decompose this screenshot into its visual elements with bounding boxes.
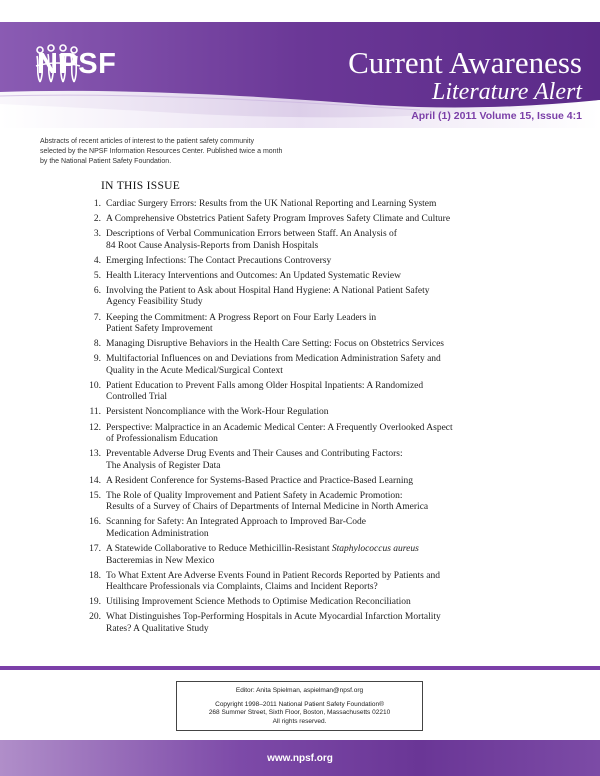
- intro-line: selected by the NPSF Information Resources Center. Published twice a month: [40, 148, 283, 155]
- toc-item-title: Scanning for Safety: An Integrated Approach to Improved Bar-Code: [106, 517, 366, 528]
- toc-item-number: 9.: [93, 354, 101, 365]
- toc-item-title-cont: Agency Feasibility Study: [106, 297, 203, 308]
- toc-item-number: 15.: [89, 490, 101, 501]
- toc-item[interactable]: [80, 354, 580, 377]
- toc-item[interactable]: [80, 423, 580, 446]
- toc-item-title: What Distinguishes Top-Performing Hospitals in Acute Myocardial Infarction Mortality: [106, 612, 441, 623]
- toc-item-title: Managing Disruptive Behaviors in the Health Care Setting: Focus on Obstetrics Services: [106, 339, 444, 350]
- address-line: 268 Summer Street, Sixth Floor, Boston, Massachusetts 02210: [208, 709, 391, 716]
- toc-item-title-cont: of Professionalism Education: [106, 434, 218, 445]
- toc-item-title-cont: Quality in the Acute Medical/Surgical Context: [106, 365, 283, 376]
- people-logo-icon: [34, 44, 82, 84]
- toc-item[interactable]: [80, 313, 580, 336]
- toc-item[interactable]: [80, 407, 580, 419]
- toc-item-title: Utilising Improvement Science Methods to Optimise Medication Reconciliation: [106, 597, 411, 608]
- toc-item-number: 8.: [93, 339, 101, 350]
- toc-item-title: Multifactorial Influences on and Deviations from Medication Administration Safety and: [106, 354, 441, 365]
- toc-item-number: 13.: [89, 449, 101, 460]
- intro-text: [40, 137, 380, 167]
- toc-item[interactable]: [80, 597, 580, 609]
- toc-item-number: 5.: [93, 270, 101, 281]
- toc-item[interactable]: [80, 199, 580, 211]
- toc-item-number: 3.: [93, 229, 101, 240]
- toc-item-title: Involving the Patient to Ask about Hospital Hand Hygiene: A National Patient Safety: [106, 285, 430, 296]
- toc-item-number: 1.: [93, 199, 101, 209]
- toc-item-title-cont: Controlled Trial: [106, 392, 167, 403]
- toc-item-number: 12.: [89, 422, 101, 433]
- masthead: [0, 0, 600, 128]
- toc-item-number: 4.: [93, 255, 101, 266]
- toc-item[interactable]: [80, 286, 580, 309]
- toc-item[interactable]: [80, 491, 580, 514]
- toc-item-number: 6.: [93, 285, 101, 296]
- toc-item[interactable]: [80, 229, 580, 252]
- toc-item[interactable]: [80, 571, 580, 594]
- toc-item-title: Preventable Adverse Drug Events and Their Causes and Contributing Factors:: [106, 449, 403, 460]
- toc-item[interactable]: [80, 476, 580, 488]
- toc-item-title-cont: Healthcare Professionals via Complaints, Claims and Incident Reports?: [106, 582, 378, 593]
- toc-item-title: Keeping the Commitment: A Progress Report on Four Early Leaders in: [106, 312, 377, 323]
- toc-item-title-cont: Results of a Survey of Chairs of Departments of Internal Medicine in North America: [106, 502, 429, 513]
- toc-item[interactable]: [80, 449, 580, 472]
- intro-line: by the National Patient Safety Foundation.: [40, 158, 172, 165]
- toc-item[interactable]: [80, 544, 580, 567]
- toc-item-number: 14.: [89, 475, 101, 486]
- toc-item[interactable]: [80, 214, 580, 226]
- toc-item-number: 10.: [89, 380, 101, 391]
- publication-subtitle: Literature Alert: [432, 79, 582, 105]
- toc-item[interactable]: [80, 517, 580, 540]
- toc-item-title-cont: 84 Root Cause Analysis-Reports from Danish Hospitals: [106, 240, 319, 251]
- toc-item-title: Patient Education to Prevent Falls among Older Hospital Inpatients: A Randomized: [106, 380, 424, 391]
- toc-item-number: 16.: [89, 517, 101, 528]
- toc-item[interactable]: [80, 339, 580, 351]
- toc-item-title: Perspective: Malpractice in an Academic Medical Center: A Frequently Overlooked Aspect: [106, 422, 453, 433]
- toc-item-number: 20.: [89, 612, 101, 623]
- toc-item-title: To What Extent Are Adverse Events Found in Patient Records Reported by Patients and: [106, 570, 440, 581]
- npsf-logo[interactable]: [34, 44, 116, 84]
- issue-info: April (1) 2011 Volume 15, Issue 4:1: [411, 110, 582, 122]
- toc-item[interactable]: [80, 381, 580, 404]
- toc-item-title-cont: The Analysis of Register Data: [106, 460, 221, 471]
- toc-item-title: Persistent Noncompliance with the Work-Hour Regulation: [106, 407, 329, 418]
- toc-item-number: 17.: [89, 544, 101, 554]
- website-link[interactable]: www.npsf.org: [267, 753, 333, 764]
- toc-item-title: The Role of Quality Improvement and Patient Safety in Academic Promotion:: [106, 490, 403, 501]
- toc-item-title: Cardiac Surgery Errors: Results from the UK National Reporting and Learning System: [106, 199, 437, 209]
- table-of-contents: [80, 199, 580, 639]
- toc-item-number: 2.: [93, 214, 101, 225]
- rights-line: All rights reserved.: [272, 717, 327, 725]
- toc-item-title-italic: Staphylococcus aureus: [331, 544, 419, 554]
- toc-item-number: 11.: [89, 407, 101, 418]
- toc-item-title: Emerging Infections: The Contact Precautions Controversy: [106, 255, 332, 266]
- editor-line: Editor: Anita Spielman, aspielman@npsf.org: [235, 687, 364, 694]
- toc-item-number: 18.: [89, 570, 101, 581]
- copyright-line: Copyright 1998–2011 National Patient Safety Foundation®: [215, 700, 384, 708]
- toc-item-title: A Resident Conference for Systems-Based Practice and Practice-Based Learning: [106, 475, 414, 486]
- footer-divider: [0, 666, 600, 670]
- toc-item-number: 7.: [93, 312, 101, 323]
- toc-item-title: A Comprehensive Obstetrics Patient Safety Program Improves Safety Climate and Culture: [106, 214, 451, 225]
- toc-item-title-cont: Rates? A Qualitative Study: [106, 623, 209, 634]
- toc-item[interactable]: [80, 256, 580, 268]
- toc-item-title-cont: Medication Administration: [106, 528, 209, 539]
- logo-text: NPSF: [37, 47, 117, 80]
- publication-title: Current Awareness: [348, 45, 582, 80]
- toc-heading: IN THIS ISSUE: [101, 180, 181, 192]
- toc-item-title: A Statewide Collaborative to Reduce Methicillin-Resistant: [106, 544, 332, 554]
- toc-item[interactable]: [80, 612, 580, 635]
- intro-line: Abstracts of recent articles of interest to the patient safety community: [40, 138, 254, 145]
- toc-item-title: Health Literacy Interventions and Outcomes: An Updated Systematic Review: [106, 270, 401, 281]
- toc-item-number: 19.: [89, 597, 101, 608]
- colophon-box: [176, 681, 423, 731]
- toc-item-title: Descriptions of Verbal Communication Errors between Staff. An Analysis of: [106, 229, 397, 240]
- toc-item[interactable]: [80, 271, 580, 283]
- toc-item-title-cont: Bacteremias in New Mexico: [106, 555, 215, 566]
- toc-item-title-cont: Patient Safety Improvement: [106, 324, 213, 335]
